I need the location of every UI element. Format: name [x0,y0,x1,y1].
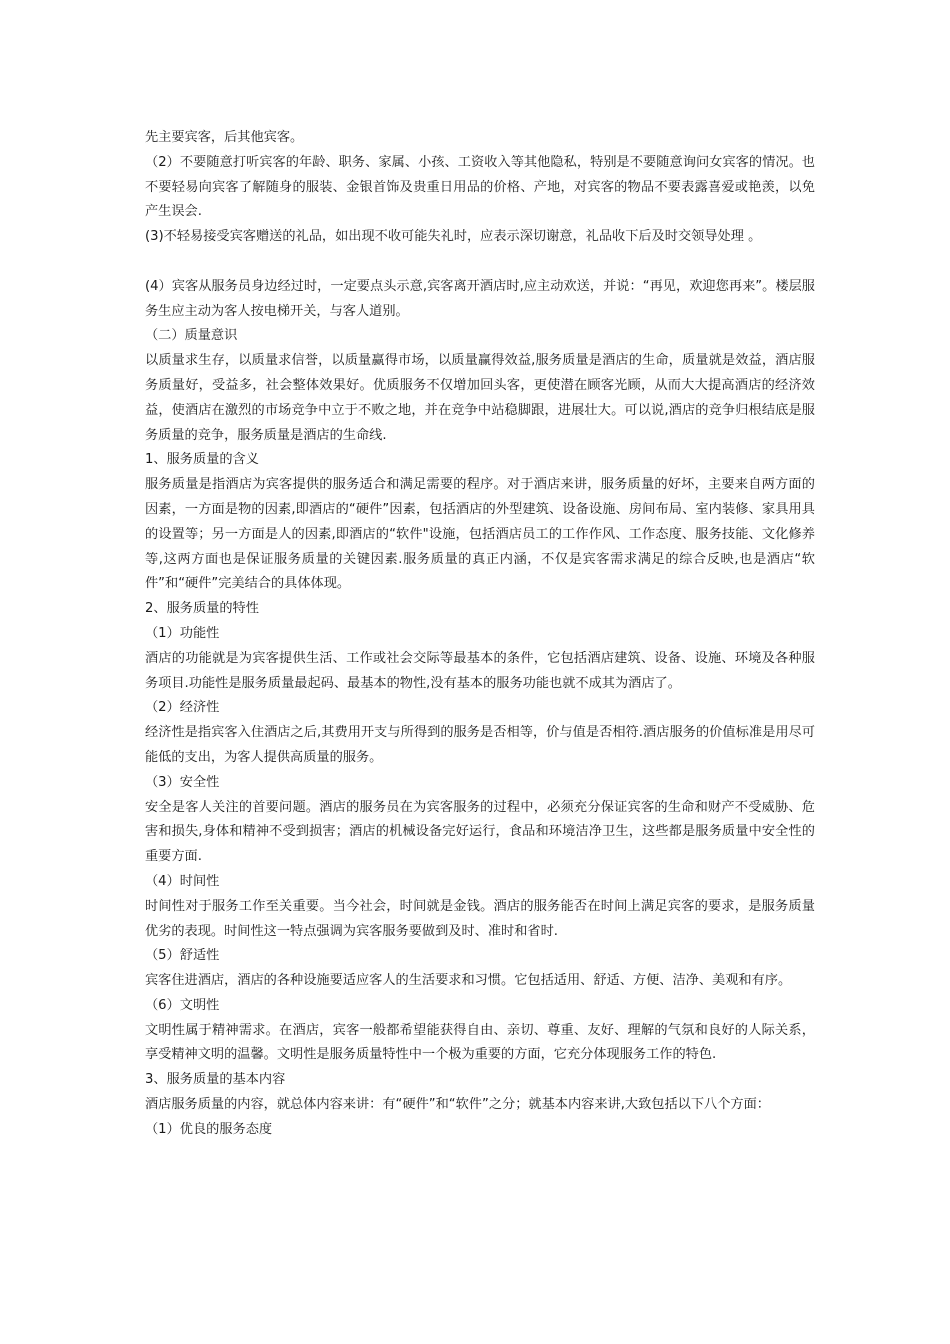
section-heading: （二）质量意识 [145,328,238,344]
section-heading: （2）经济性 [145,700,220,716]
blank-line [145,250,815,275]
body-paragraph: 服务质量是指酒店为宾客提供的服务适合和满足需要的程序。对于酒店来讲，服务质量的好坏，主要来自两方面的因素，一方面是物的因素,即酒店的“硬件”因素，包括酒店的外型建筑、设备设施、房间布局、室内装修、家具用具的设置等；另一方面是人的因素,即酒店的“软件"设施，包括酒店员工的工作作风、工作态度、服务技能、文化修养等,这两方面也是保证服务质量的关键因素.服务质量的真正内涵，不仅是宾客需求满足的综合反映,也是酒店“软件”和“硬件”完美结合的具体体现。 [145,477,815,592]
body-paragraph: 宾客住进酒店，酒店的各种设施要适应客人的生活要求和习惯。它包括适用、舒适、方便、洁净、美观和有序。 [145,973,792,989]
section-heading: （5）舒适性 [145,948,220,964]
body-paragraph: 经济性是指宾客入住酒店之后,其费用开支与所得到的服务是否相等，价与值是否相符.酒店服务的价值标准是用尽可能低的支出，为客人提供高质量的服务。 [145,725,815,765]
section-heading: （4）时间性 [145,873,220,889]
section-heading: （6）文明性 [145,997,220,1013]
document-page [145,126,815,1143]
body-paragraph: 酒店的功能就是为宾客提供生活、工作或社会交际等最基本的条件，它包括酒店建筑、设备、设施、环境及各种服务项目.功能性是服务质量最起码、最基本的物性,没有基本的服务功能也就不成其为酒店了。 [145,650,815,691]
body-paragraph: 文明性属于精神需求。在酒店，宾客一般都希望能获得自由、亲切、尊重、友好、理解的气氛和良好的人际关系，享受精神文明的温馨。文明性是服务质量特性中一个极为重要的方面，它充分体现服务工作的特色. [145,1022,815,1063]
section-heading: 2、服务质量的特性 [145,601,259,617]
body-paragraph: (4）宾客从服务员身边经过时，一定要点头示意,宾客离开酒店时,应主动欢送，并说：“再见，欢迎您再来”。楼层服务生应主动为客人按电梯开关，与客人道别。 [145,278,815,319]
body-paragraph: 以质量求生存，以质量求信誉，以质量赢得市场，以质量赢得效益,服务质量是酒店的生命，质量就是效益，酒店服务质量好，受益多，社会整体效果好。优质服务不仅增加回头客，更使潜在顾客光顾，从而大大提高酒店的经济效益，使酒店在激烈的市场竞争中立于不败之地，并在竞争中站稳脚跟，进展壮大。可以说,酒店的竞争归根结底是服务质量的竞争，服务质量是酒店的生命线. [145,353,815,443]
section-heading: 3、服务质量的基本内容 [145,1072,286,1088]
body-paragraph: 先主要宾客，后其他宾客。 [145,130,304,145]
section-heading: 1、服务质量的含义 [145,452,259,468]
body-paragraph: (3)不轻易接受宾客赠送的礼品，如出现不收可能失礼时，应表示深切谢意，礼品收下后及时交领导处理 。 [145,229,762,245]
section-heading: （1）优良的服务态度 [145,1121,273,1137]
body-paragraph: 安全是客人关注的首要问题。酒店的服务员在为宾客服务的过程中，必须充分保证宾客的生命和财产不受威胁、危害和损失,身体和精神不受到损害；酒店的机械设备完好运行，食品和环境洁净卫生，这些都是服务质量中安全性的重要方面. [145,799,815,865]
section-heading: （3）安全性 [145,774,220,790]
section-heading: （1）功能性 [145,625,220,641]
body-paragraph: 酒店服务质量的内容，就总体内容来讲：有“硬件”和“软件”之分；就基本内容来讲,大致包括以下八个方面： [145,1097,770,1113]
body-paragraph: （2）不要随意打听宾客的年龄、职务、家属、小孩、工资收入等其他隐私，特别是不要随意询问女宾客的情况。也不要轻易向宾客了解随身的服装、金银首饰及贵重日用品的价格、产地，对宾客的物品不要表露喜爱或艳羡，以免产生误会. [145,154,815,220]
body-paragraph: 时间性对于服务工作至关重要。当今社会，时间就是金钱。酒店的服务能否在时间上满足宾客的要求，是服务质量优劣的表现。时间性这一特点强调为宾客服务要做到及时、准时和省时. [145,898,815,939]
